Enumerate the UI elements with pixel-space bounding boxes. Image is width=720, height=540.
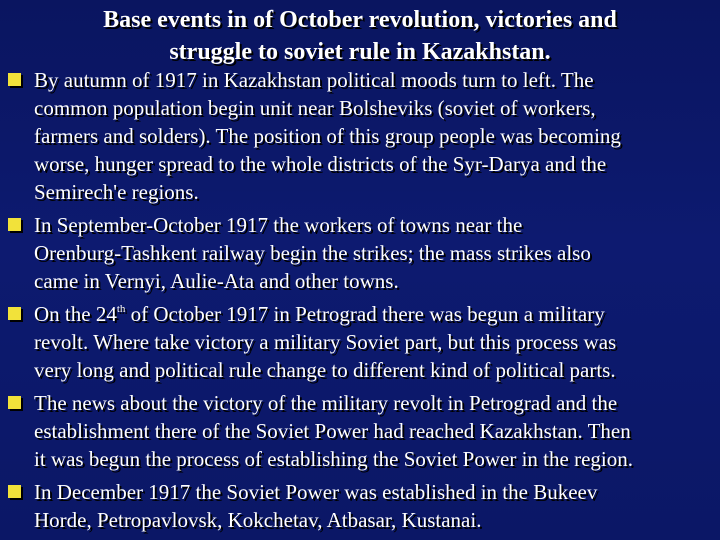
text-line: farmers and solders). The position of this group people was becoming <box>34 124 621 148</box>
text-line: Orenburg-Tashkent railway begin the strikes; the mass strikes also <box>34 241 591 265</box>
text-line: Semirech'e regions. <box>34 180 199 204</box>
bullet-text <box>34 211 718 295</box>
text-line: In December 1917 the Soviet Power was established in the Bukeev <box>34 480 598 504</box>
bullet-text <box>34 300 718 384</box>
text-fragment: On the 24 <box>34 302 117 326</box>
bullet-text <box>34 66 718 206</box>
bullet-text <box>34 478 718 534</box>
text-line <box>34 300 718 328</box>
text-line: In September-October 1917 the workers of towns near the <box>34 213 523 237</box>
text-line: The news about the victory of the military revolt in Petrograd and the <box>34 391 618 415</box>
ordinal-suffix: th <box>116 303 126 315</box>
bullet-item <box>6 66 718 206</box>
slide-title <box>8 4 712 68</box>
bullet-text <box>34 389 718 473</box>
text-fragment: of October 1917 in Petrograd there was begun a military <box>125 302 605 326</box>
square-bullet-icon <box>8 307 21 320</box>
square-bullet-icon <box>8 73 21 86</box>
text-line: common population begin unit near Bolsheviks (soviet of workers, <box>34 96 596 120</box>
title-line: struggle to soviet rule in Kazakhstan. <box>169 39 551 65</box>
text-line: Horde, Petropavlovsk, Kokchetav, Atbasar, Kustanai. <box>34 508 482 532</box>
text-line: very long and political rule change to different kind of political parts. <box>34 358 616 382</box>
text-line: By autumn of 1917 in Kazakhstan political moods turn to left. The <box>34 68 594 92</box>
text-line: establishment there of the Soviet Power had reached Kazakhstan. Then <box>34 419 631 443</box>
bullet-item <box>6 300 718 384</box>
square-bullet-icon <box>8 218 21 231</box>
text-line: came in Vernyi, Aulie-Ata and other towns. <box>34 269 399 293</box>
text-line: worse, hunger spread to the whole districts of the Syr-Darya and the <box>34 152 607 176</box>
bullet-item <box>6 389 718 473</box>
square-bullet-icon <box>8 485 21 498</box>
bullet-item <box>6 211 718 295</box>
text-line: it was begun the process of establishing the Soviet Power in the region. <box>34 447 633 471</box>
text-line: revolt. Where take victory a military Soviet part, but this process was <box>34 330 617 354</box>
bullet-item <box>6 478 718 534</box>
square-bullet-icon <box>8 396 21 409</box>
title-line: Base events in of October revolution, victories and <box>103 7 617 33</box>
bullet-list <box>6 66 718 539</box>
